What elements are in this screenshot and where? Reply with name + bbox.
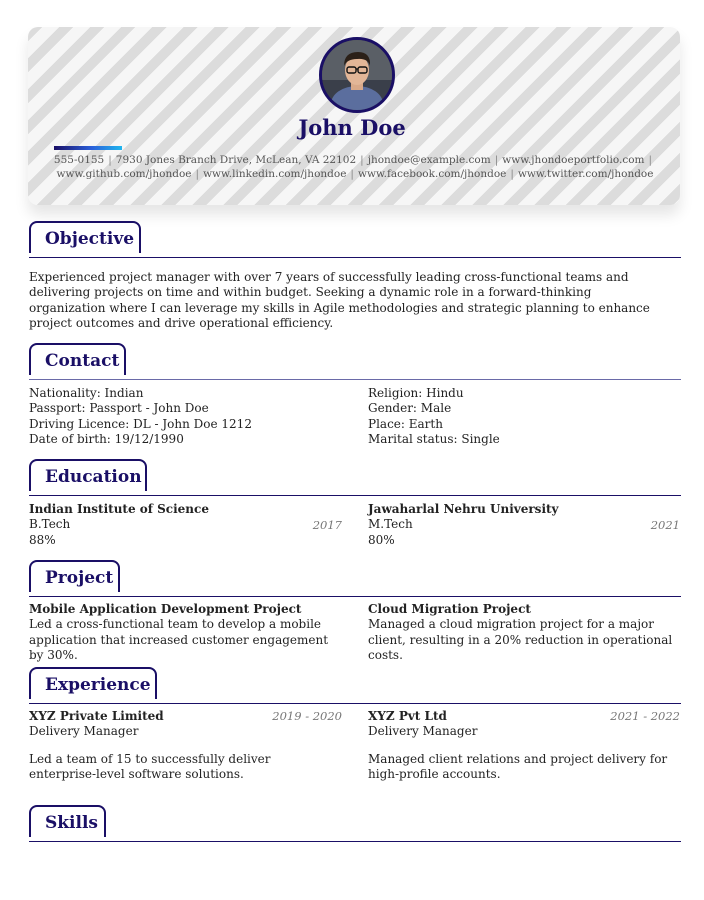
company-name: XYZ Private Limited bbox=[29, 709, 164, 723]
job-description: Led a team of 15 to successfully deliver enterprise-level software solutions. bbox=[29, 751, 271, 781]
contact-row-2: www.github.com/jhondoe | www.linkedin.com/jhondoe | www.facebook.com/jhondoe | www.twitter.com/jhondoe bbox=[56, 168, 654, 180]
twitter-link[interactable]: www.twitter.com/jhondoe bbox=[517, 168, 654, 180]
religion: Religion: Hindu bbox=[368, 386, 464, 400]
contact-row-1: 555-0155 | 7930 Jones Branch Drive, McLean, VA 22102 | jhondoe@example.com | www.jhondoeportfolio.com | bbox=[53, 154, 653, 166]
contact-right-column bbox=[368, 386, 680, 447]
experience-dates: 2021 - 2022 bbox=[610, 709, 680, 723]
contact-heading: Contact bbox=[29, 343, 126, 375]
objective-heading: Objective bbox=[29, 221, 141, 253]
project-description: Led a cross-functional team to develop a mobile application that increased customer engagement by 30%. bbox=[29, 617, 329, 662]
project-item bbox=[29, 602, 342, 663]
project-rule bbox=[29, 596, 681, 597]
phone: 555-0155 bbox=[53, 154, 105, 166]
project-heading: Project bbox=[29, 560, 120, 592]
email-link[interactable]: jhondoe@example.com bbox=[367, 154, 491, 166]
date-of-birth: Date of birth: 19/12/1990 bbox=[29, 431, 184, 446]
person-name: John Doe bbox=[298, 115, 406, 140]
portfolio-link[interactable]: www.jhondoeportfolio.com bbox=[502, 154, 645, 166]
address: 7930 Jones Branch Drive, McLean, VA 22102 bbox=[115, 154, 357, 166]
marital-status: Marital status: Single bbox=[368, 431, 500, 446]
company-name: XYZ Pvt Ltd bbox=[368, 709, 447, 723]
school-name: Indian Institute of Science bbox=[29, 502, 209, 516]
objective-rule bbox=[29, 257, 681, 258]
profile-photo bbox=[319, 37, 395, 113]
job-description: Managed client relations and project delivery for high-profile accounts. bbox=[368, 751, 668, 781]
score: 88% bbox=[29, 532, 56, 547]
degree: B.Tech bbox=[29, 517, 71, 532]
education-rule bbox=[29, 495, 681, 496]
education-year: 2021 bbox=[650, 518, 680, 532]
score: 80% bbox=[368, 532, 395, 547]
github-link[interactable]: www.github.com/jhondoe bbox=[56, 168, 192, 180]
passport: Passport: Passport - John Doe bbox=[29, 401, 209, 416]
skills-heading: Skills bbox=[29, 805, 106, 837]
job-role: Delivery Manager bbox=[368, 724, 478, 739]
driving-licence: Driving Licence: DL - John Doe 1212 bbox=[29, 416, 252, 431]
experience-rule bbox=[29, 703, 681, 704]
accent-bar bbox=[54, 146, 122, 150]
project-description: Managed a cloud migration project for a major client, resulting in a 20% reduction in operational costs. bbox=[368, 617, 673, 662]
contact-left-column bbox=[29, 386, 349, 447]
experience-dates: 2019 - 2020 bbox=[272, 709, 342, 723]
job-role: Delivery Manager bbox=[29, 724, 139, 739]
skills-rule bbox=[29, 841, 681, 842]
place: Place: Earth bbox=[368, 416, 443, 431]
objective-text: Experienced project manager with over 7 years of successfully leading cross-functional teams and delivering projects on time and within budget. Seeking a dynamic role in a forward-thinking organization where I can leverage my skills in Agile methodologies and strategic planning to enhance project outcomes and drive operational efficiency. bbox=[29, 270, 650, 330]
facebook-link[interactable]: www.facebook.com/jhondoe bbox=[357, 168, 507, 180]
project-name: Cloud Migration Project bbox=[368, 602, 531, 616]
nationality: Nationality: Indian bbox=[29, 386, 144, 400]
education-heading: Education bbox=[29, 459, 147, 491]
degree: M.Tech bbox=[368, 517, 413, 532]
gender: Gender: Male bbox=[368, 401, 452, 416]
experience-heading: Experience bbox=[29, 667, 157, 699]
contact-rule bbox=[29, 379, 681, 380]
project-item bbox=[368, 602, 680, 663]
education-year: 2017 bbox=[312, 518, 342, 532]
project-name: Mobile Application Development Project bbox=[29, 602, 302, 616]
linkedin-link[interactable]: www.linkedin.com/jhondoe bbox=[203, 168, 347, 180]
school-name: Jawaharlal Nehru University bbox=[368, 502, 559, 516]
